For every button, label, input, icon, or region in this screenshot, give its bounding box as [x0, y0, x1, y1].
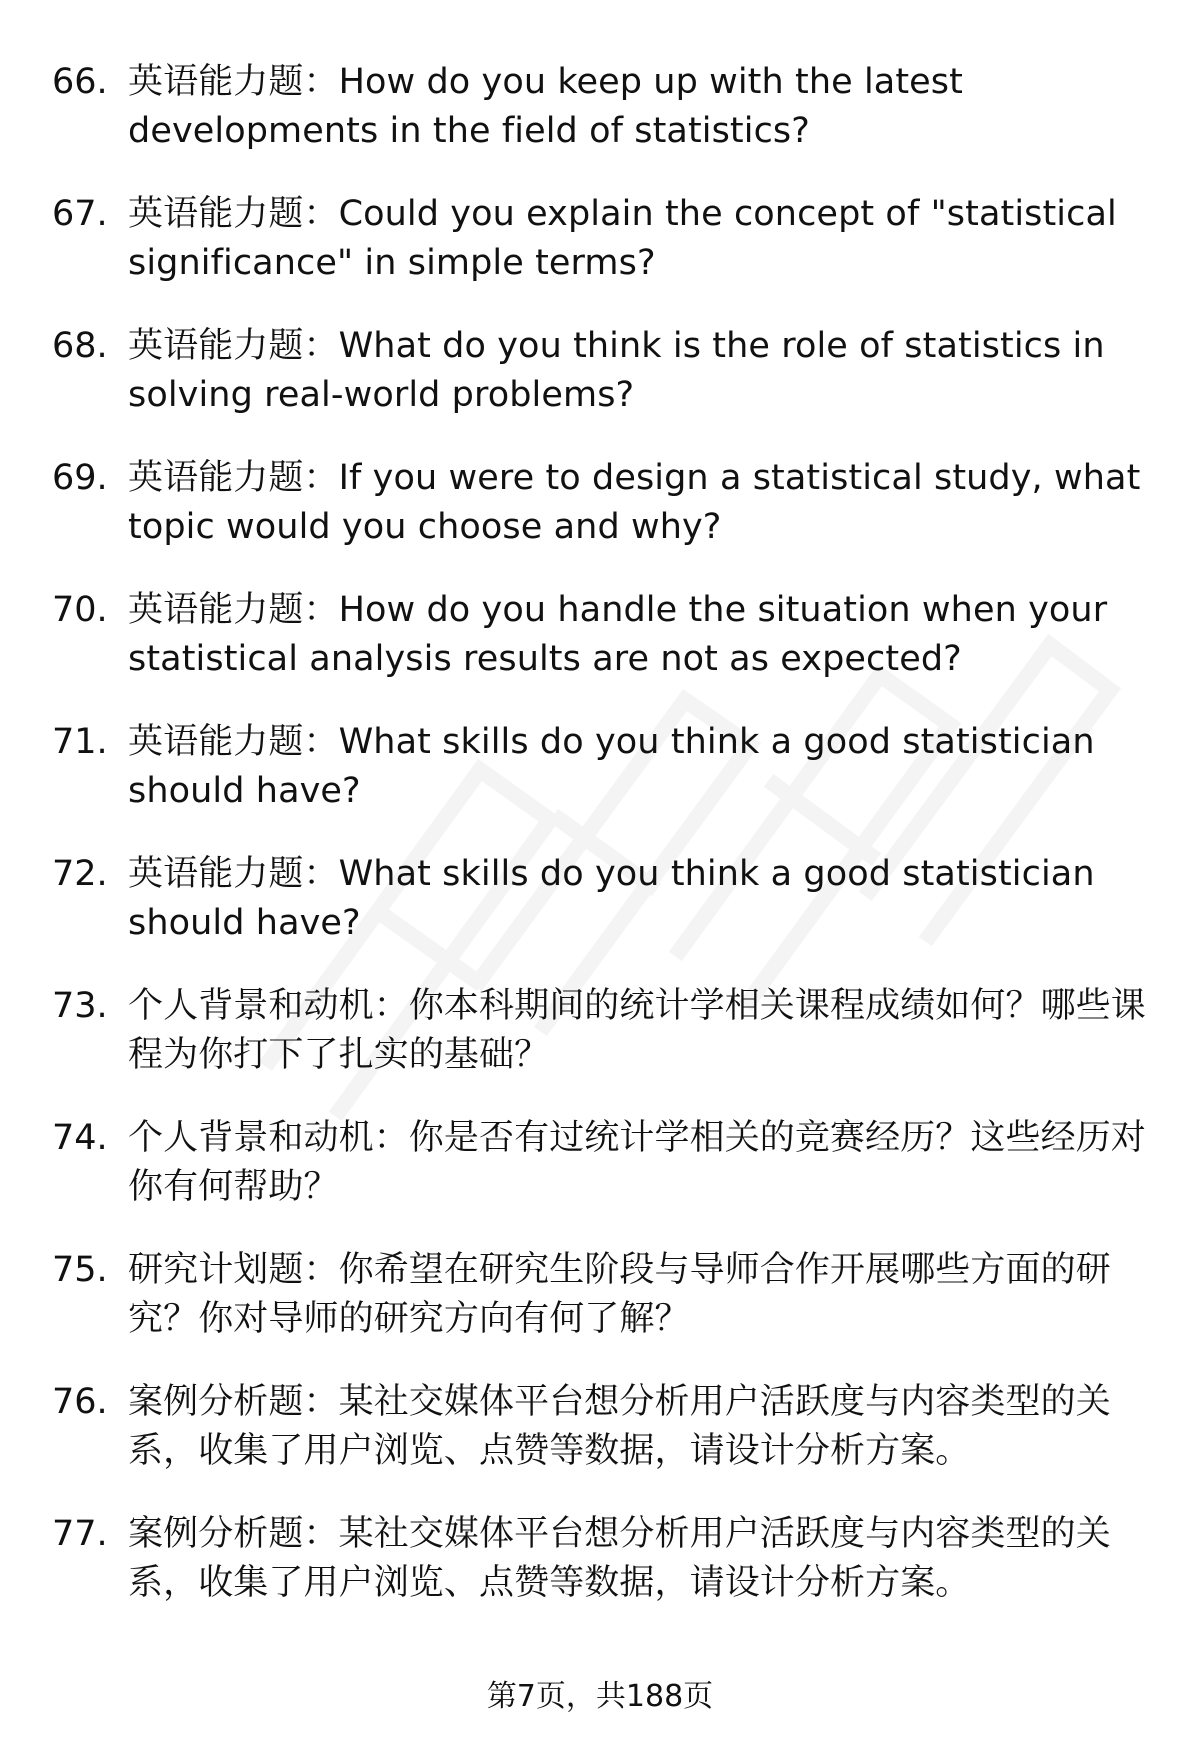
- question-text: 英语能力题：How do you handle the situation when your statistical analysis results are not as expected?: [128, 590, 1108, 679]
- question-text: 案例分析题：某社交媒体平台想分析用户活跃度与内容类型的关系，收集了用户浏览、点赞等数据，请设计分析方案。: [128, 1382, 1111, 1471]
- question-number: 70.: [52, 590, 108, 630]
- question-item: [52, 1378, 1152, 1510]
- question-text: 英语能力题：How do you keep up with the latest developments in the field of statistics?: [128, 62, 963, 151]
- question-item: [52, 1246, 1152, 1378]
- question-text: 个人背景和动机：你本科期间的统计学相关课程成绩如何？哪些课程为你打下了扎实的基础？: [128, 986, 1146, 1075]
- question-number: 66.: [52, 62, 108, 102]
- question-number: 68.: [52, 326, 108, 366]
- question-number: 75.: [52, 1250, 108, 1290]
- question-number: 69.: [52, 458, 108, 498]
- page-number-label: 第7页，共188页: [486, 1679, 714, 1714]
- question-number: 77.: [52, 1514, 108, 1554]
- question-list: [52, 58, 1152, 1642]
- question-text: 个人背景和动机：你是否有过统计学相关的竞赛经历？这些经历对你有何帮助？: [128, 1118, 1146, 1207]
- question-number: 67.: [52, 194, 108, 234]
- question-item: [52, 1510, 1152, 1642]
- question-item: [52, 850, 1152, 982]
- question-text: 英语能力题：Could you explain the concept of "statistical significance" in simple terms?: [128, 194, 1117, 283]
- question-number: 73.: [52, 986, 108, 1026]
- question-number: 72.: [52, 854, 108, 894]
- question-item: [52, 190, 1152, 322]
- question-item: [52, 1114, 1152, 1246]
- question-item: [52, 586, 1152, 718]
- question-number: 71.: [52, 722, 108, 762]
- question-number: 74.: [52, 1118, 108, 1158]
- question-item: [52, 454, 1152, 586]
- question-item: [52, 58, 1152, 190]
- question-text: 案例分析题：某社交媒体平台想分析用户活跃度与内容类型的关系，收集了用户浏览、点赞等数据，请设计分析方案。: [128, 1514, 1111, 1603]
- page-footer: [0, 1677, 1200, 1717]
- question-text: 英语能力题：What skills do you think a good statistician should have?: [128, 854, 1095, 943]
- question-text: 英语能力题：What skills do you think a good statistician should have?: [128, 722, 1095, 811]
- question-text: 研究计划题：你希望在研究生阶段与导师合作开展哪些方面的研究？你对导师的研究方向有何了解？: [128, 1250, 1111, 1339]
- question-number: 76.: [52, 1382, 108, 1422]
- question-text: 英语能力题：What do you think is the role of statistics in solving real-world problems?: [128, 326, 1105, 415]
- question-item: [52, 322, 1152, 454]
- question-text: 英语能力题：If you were to design a statistical study, what topic would you choose and why?: [128, 458, 1141, 547]
- question-item: [52, 982, 1152, 1114]
- question-item: [52, 718, 1152, 850]
